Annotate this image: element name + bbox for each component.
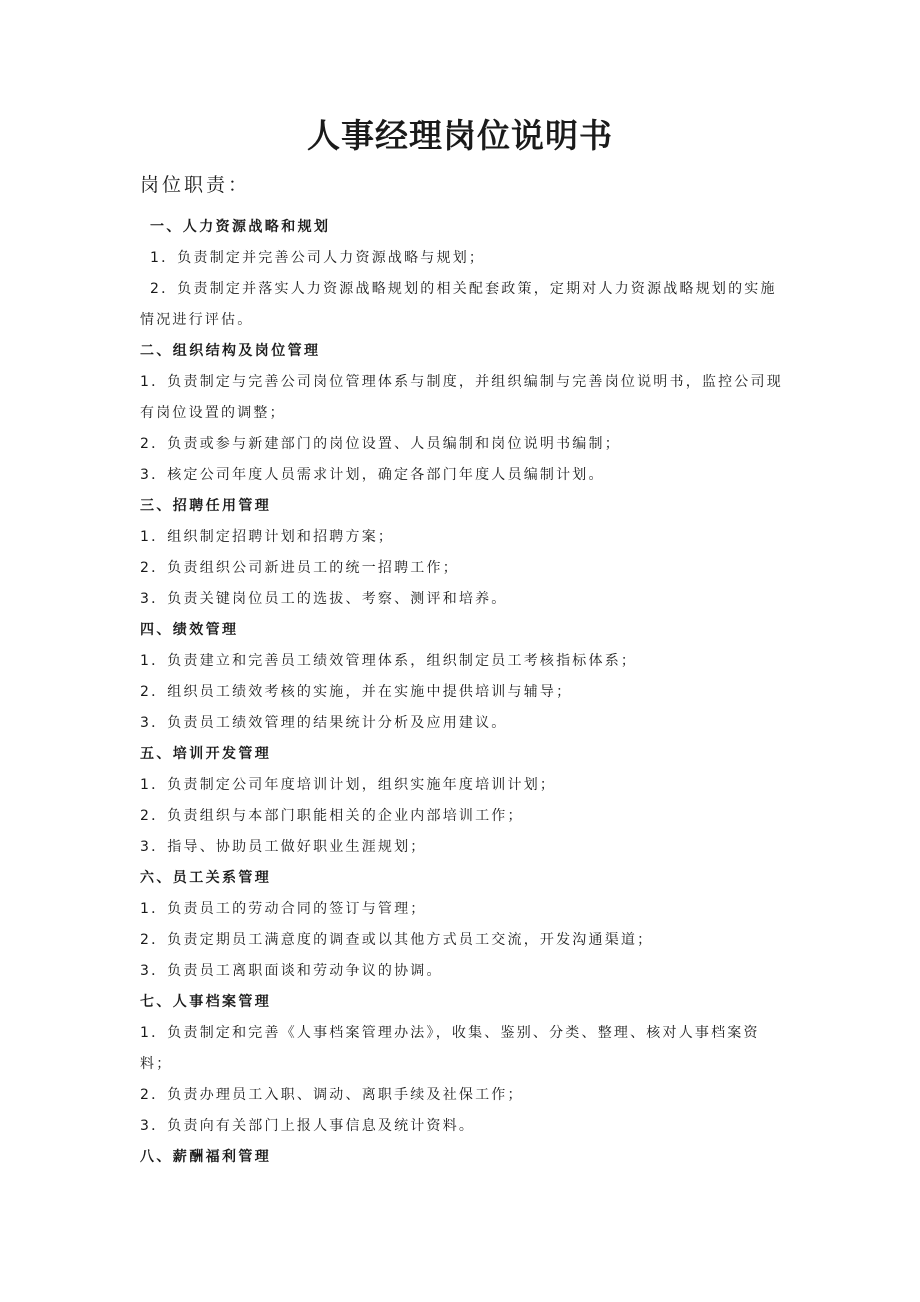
list-item: 3．负责关键岗位员工的选拔、考察、测评和培养。 bbox=[140, 591, 508, 607]
list-item: 1．负责制定和完善《人事档案管理办法》，收集、鉴别、分类、整理、核对人事档案资料； bbox=[140, 1025, 760, 1072]
list-item: 2．负责组织公司新进员工的统一招聘工作； bbox=[140, 560, 459, 576]
list-item: 1．负责员工的劳动合同的签订与管理； bbox=[140, 901, 427, 917]
list-item: 1．负责制定与完善公司岗位管理体系与制度，并组织编制与完善岗位说明书，监控公司现有岗位设置的调整； bbox=[140, 374, 783, 421]
section-heading: 一、人力资源战略和规划 bbox=[150, 219, 331, 235]
section-heading: 八、薪酬福利管理 bbox=[140, 1149, 272, 1165]
list-item: 2．负责或参与新建部门的岗位设置、人员编制和岗位说明书编制； bbox=[140, 436, 621, 452]
section-heading: 五、培训开发管理 bbox=[140, 746, 272, 762]
responsibilities-subtitle: 岗位职责： bbox=[140, 174, 251, 196]
list-item: 3．负责向有关部门上报人事信息及统计资料。 bbox=[140, 1118, 476, 1134]
section-heading: 二、组织结构及岗位管理 bbox=[140, 343, 321, 359]
list-item: 3．指导、协助员工做好职业生涯规划； bbox=[140, 839, 427, 855]
page-title: 人事经理岗位说明书 bbox=[307, 116, 613, 155]
list-item: 1．负责建立和完善员工绩效管理体系，组织制定员工考核指标体系； bbox=[140, 653, 638, 669]
list-item: 2．组织员工绩效考核的实施，并在实施中提供培训与辅导； bbox=[140, 684, 573, 700]
list-item: 2．负责组织与本部门职能相关的企业内部培训工作； bbox=[140, 808, 524, 824]
list-item: 2．负责定期员工满意度的调查或以其他方式员工交流，开发沟通渠道； bbox=[140, 932, 654, 948]
list-item: 2．负责办理员工入职、调动、离职手续及社保工作； bbox=[140, 1087, 524, 1103]
section-heading: 六、员工关系管理 bbox=[140, 870, 272, 886]
section-heading: 三、招聘任用管理 bbox=[140, 498, 272, 514]
section-heading: 七、人事档案管理 bbox=[140, 994, 272, 1010]
list-item: 1．负责制定并完善公司人力资源战略与规划； bbox=[150, 250, 486, 266]
document-body bbox=[140, 212, 790, 1173]
list-item: 2．负责制定并落实人力资源战略规划的相关配套政策，定期对人力资源战略规划的实施情况进行评估。 bbox=[140, 281, 777, 328]
section-heading: 四、绩效管理 bbox=[140, 622, 239, 638]
list-item: 3．负责员工绩效管理的结果统计分析及应用建议。 bbox=[140, 715, 508, 731]
list-item: 1．负责制定公司年度培训计划，组织实施年度培训计划； bbox=[140, 777, 557, 793]
list-item: 3．核定公司年度人员需求计划，确定各部门年度人员编制计划。 bbox=[140, 467, 605, 483]
list-item: 3．负责员工离职面谈和劳动争议的协调。 bbox=[140, 963, 443, 979]
list-item: 1．组织制定招聘计划和招聘方案； bbox=[140, 529, 395, 545]
